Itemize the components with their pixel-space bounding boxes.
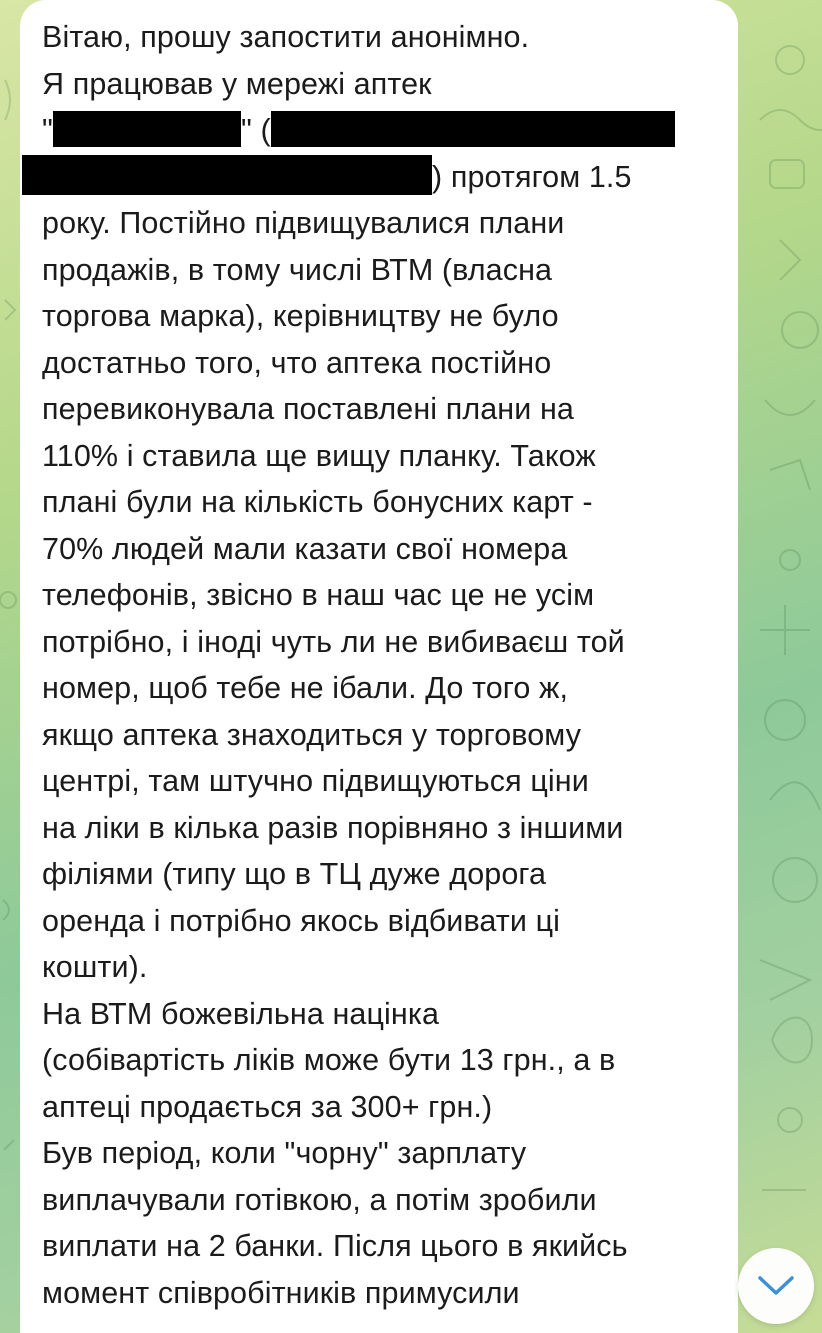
message-line: центрі, там штучно підвищуються ціни — [42, 764, 589, 798]
message-line: торгова марка), керівництву не було — [42, 299, 559, 333]
redaction-box — [53, 111, 241, 147]
message-line: Вітаю, прошу запостити анонімно. — [42, 20, 530, 54]
scroll-to-bottom-button[interactable] — [738, 1248, 814, 1324]
message-line: номер, щоб тебе не ібали. До того ж, — [42, 671, 569, 705]
message-line: філіями (типу що в ТЦ дуже дорога — [42, 857, 547, 891]
message-text — [42, 14, 724, 1316]
message-line: момент співробітників примусили — [42, 1275, 520, 1310]
message-line: оренда і потрібно якось відбивати ці — [42, 903, 561, 938]
message-line: перевиконувала поставлені плани на — [42, 392, 574, 426]
message-fragment: ) протягом 1.5 — [432, 159, 632, 194]
message-line: на ліки в кілька разів порівняно з іншими — [42, 810, 624, 845]
message-line: року. Постійно підвищувалися плани — [42, 206, 565, 240]
message-line: аптеці продається за 300+ грн.) — [42, 1089, 493, 1124]
message-line-redacted-1 — [42, 107, 724, 154]
message-line: плані були на кількість бонусних карт - — [42, 485, 593, 519]
message-line: 70% людей мали казати свої номера — [42, 531, 568, 566]
message-line: На ВТМ божевільна націнка — [42, 996, 440, 1031]
message-line-redacted-2 — [42, 154, 724, 201]
message-line: виплачували готівкою, а потім зробили — [42, 1182, 597, 1217]
message-line: потрібно, і іноді чуть ли не вибиваєш той — [42, 624, 625, 659]
message-line: достатньо того, что аптека постійно — [42, 345, 552, 380]
message-line: виплати на 2 банки. Після цього в якийсь — [42, 1229, 628, 1263]
message-line: Я працював у мережі аптек — [42, 66, 432, 101]
message-line: продажів, в тому числі ВТМ (власна — [42, 252, 553, 287]
quote-paren: " ( — [240, 113, 271, 147]
message-line: (собівартість ліків може бути 13 грн., а в — [42, 1043, 616, 1077]
message-line: 110% і ставила ще вищу планку. Також — [42, 438, 596, 473]
message-line: Був період, коли "чорну" зарплату — [42, 1136, 527, 1170]
chevron-down-icon — [757, 1275, 795, 1297]
message-line: телефонів, звісно в наш час це не усім — [42, 578, 595, 612]
redaction-box — [22, 155, 432, 195]
redaction-box — [271, 111, 675, 147]
message-line: якщо аптека знаходиться у торговому — [42, 717, 582, 752]
quote-mark: " — [42, 113, 53, 147]
message-bubble[interactable] — [20, 0, 738, 1333]
message-line: кошти). — [42, 950, 148, 984]
